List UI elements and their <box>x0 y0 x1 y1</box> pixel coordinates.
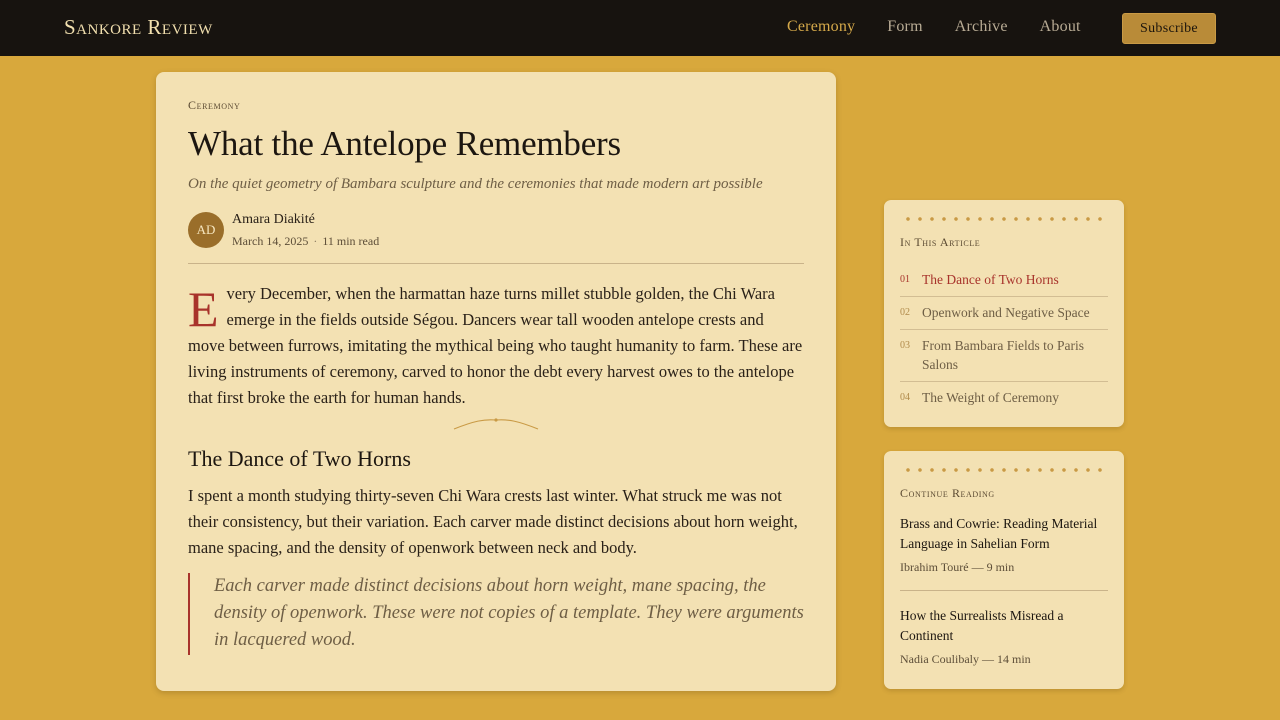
article-subtitle: On the quiet geometry of Bambara sculpture and the ceremonies that made modern art possible <box>188 176 763 192</box>
site-brand[interactable]: Sankore Review <box>64 15 213 39</box>
related-article-item[interactable] <box>900 606 1108 682</box>
article-card <box>156 72 836 691</box>
subscribe-button[interactable]: Subscribe <box>1122 13 1216 44</box>
related-article-item[interactable] <box>900 514 1108 591</box>
drop-cap: E <box>188 281 219 337</box>
toc-item-dance-of-two-horns[interactable] <box>900 264 1108 297</box>
article-title: What the Antelope Remembers <box>188 124 621 163</box>
nav-link-ceremony[interactable]: Ceremony <box>787 18 856 35</box>
top-navigation-bar <box>0 0 1280 56</box>
related-article-meta: Nadia Coulibaly — 14 min <box>900 652 1031 666</box>
main-nav <box>787 18 1113 36</box>
section-paragraph: I spent a month studying thirty-seven Chi Wara crests last winter. What struck me was not their consistency, but their variation. Each carver made distinct decisions about horn weight, mane spacing, and the density of openwork between neck and body. <box>188 486 798 557</box>
toc-item-openwork[interactable] <box>900 297 1108 330</box>
related-article-title[interactable]: How the Surrealists Misread a Continent <box>900 608 1064 643</box>
pull-quote: Each carver made distinct decisions about horn weight, mane spacing, the density of openwork. These were not copies of a template. They were arguments in lacquered wood. <box>188 573 804 655</box>
read-time: 11 min read <box>322 234 380 248</box>
dotted-border-icon <box>902 467 1106 473</box>
toc-item-weight-of-ceremony[interactable] <box>900 382 1108 414</box>
intro-text: very December, when the harmattan haze turns millet stubble golden, the Chi Wara emerge in the fields outside Ségou. Dancers wear tall wooden antelope crests and move between furrows, imitating the mythical being who taught humanity to farm. These are living instruments of ceremony, carved to honor the debt every harvest owes to the antelope that first broke the earth for human hands. <box>188 284 803 407</box>
toc-item-bambara-to-paris[interactable] <box>900 330 1108 382</box>
meta-separator: · <box>313 234 318 248</box>
nav-link-form[interactable]: Form <box>887 18 923 35</box>
toc-number: 02 <box>900 307 910 318</box>
toc-link[interactable]: Openwork and Negative Space <box>922 305 1090 320</box>
related-article-meta: Ibrahim Touré — 9 min <box>900 560 1015 574</box>
toc-number: 04 <box>900 392 910 403</box>
toc-link[interactable]: The Weight of Ceremony <box>922 390 1060 405</box>
section-ornament-icon <box>452 416 540 432</box>
author-avatar[interactable]: AD <box>188 212 224 248</box>
section-heading: The Dance of Two Horns <box>188 446 411 471</box>
nav-link-archive[interactable]: Archive <box>954 18 1008 35</box>
intro-paragraph <box>188 281 804 411</box>
nav-link-about[interactable]: About <box>1039 18 1081 35</box>
toc-link[interactable]: From Bambara Fields to Paris Salons <box>922 338 1084 372</box>
toc-label: In This Article <box>900 235 981 249</box>
dotted-border-icon <box>902 216 1106 222</box>
related-article-title[interactable]: Brass and Cowrie: Reading Material Language in Sahelian Form <box>900 516 1098 551</box>
publish-date: March 14, 2025 <box>232 234 309 248</box>
toc-list <box>900 264 1108 414</box>
toc-number: 03 <box>900 340 910 351</box>
header-divider <box>188 263 804 264</box>
article-meta <box>232 234 379 249</box>
continue-reading-label: Continue Reading <box>900 486 995 500</box>
table-of-contents-card <box>884 200 1124 427</box>
toc-link[interactable]: The Dance of Two Horns <box>922 272 1059 287</box>
continue-reading-card <box>884 451 1124 689</box>
toc-number: 01 <box>900 274 910 285</box>
author-name[interactable]: Amara Diakité <box>232 212 315 227</box>
related-articles-list <box>900 514 1108 682</box>
article-category[interactable]: Ceremony <box>188 98 241 112</box>
